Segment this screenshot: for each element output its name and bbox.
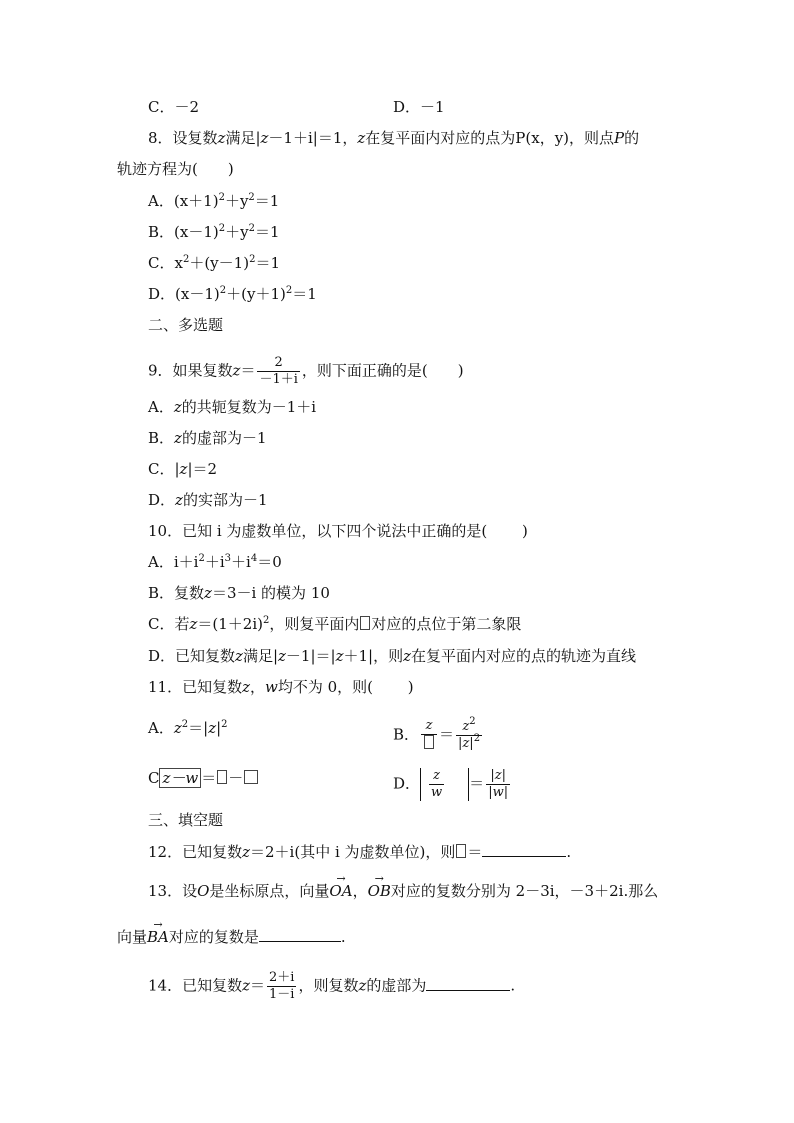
q8-option-d: D．$(x-1)^2+(y+1)^2=1$ (148, 285, 317, 303)
q10-option-b: B．复数z＝3－i 的模为 10 (148, 584, 330, 602)
missing-glyph-box (217, 770, 227, 784)
missing-glyph-box (244, 770, 258, 784)
q8-stem: 8．设复数z满足|z－1＋i|＝1，z在复平面内对应的点为P(x，y)，则点P的 (148, 129, 640, 147)
option-c-prev: C．－2 (148, 98, 200, 116)
vector-ob: → OB (368, 881, 391, 901)
q9-option-b: B．z的虚部为－1 (148, 429, 267, 447)
q9-option-d: D．z的实部为－1 (148, 491, 268, 509)
vector-oa: → OA (329, 881, 352, 901)
q10-option-a: A．$i+i^2+i^3+i^4=0$ (148, 553, 282, 571)
q9-fraction: $\frac{2}{-1+i}$ (259, 355, 298, 387)
q11-b-right-fraction: $\frac{z^2}{|z|^2}$ (458, 716, 481, 751)
answer-blank[interactable] (482, 842, 566, 857)
q14-stem: 14．已知复数z＝ $\frac{2+i}{1-i}$ ，则复数z的虚部为 . (148, 970, 516, 1002)
section-fill-in: 三、填空题 (148, 811, 224, 829)
q8-option-a: A．$(x+1)^2+y^2=1$ (148, 192, 280, 210)
q8-option-b: B．$(x-1)^2+y^2=1$ (148, 223, 280, 241)
q11-d-right-fraction: $\frac{|z|}{|w|}$ (488, 768, 509, 800)
q10-option-d: D．已知复数z满足|z－1|＝|z＋1|，则z在复平面内对应的点的轨迹为直线 (148, 647, 636, 665)
q13-stem-line2: 向量→ BA对应的复数是 . (117, 927, 346, 947)
q11-option-d: D． $\frac{z}{w}$ ＝ $\frac{|z|}{|w|}$ (393, 768, 509, 800)
answer-blank[interactable] (259, 927, 341, 942)
q8-stem-line2: 轨迹方程为( ) (117, 160, 234, 178)
q11-option-c: C z－w ＝ － (148, 768, 259, 788)
vector-ba: → BA (147, 927, 169, 947)
q11-option-b: B． z ＝ $\frac{z^2}{|z|^2}$ (393, 716, 481, 751)
q11-stem: 11．已知复数z，w均不为 0，则( ) (148, 678, 414, 696)
q9-stem: 9．如果复数z＝ $\frac{2}{-1+i}$ ，则下面正确的是( ) (148, 355, 464, 387)
q12-stem: 12．已知复数z＝2＋i(其中 i 为虚数单位)，则 ＝ . (148, 843, 572, 861)
missing-glyph-box (456, 844, 466, 858)
q13-stem: 13．设O是坐标原点，向量→ OA，→ OB对应的复数分别为 2－3i，－3＋2i.那么 (148, 881, 658, 901)
missing-glyph-box (360, 616, 370, 630)
answer-blank[interactable] (426, 976, 510, 991)
q14-fraction: $\frac{2+i}{1-i}$ (269, 970, 295, 1002)
q8-option-c: C．$x^2+(y-1)^2=1$ (148, 254, 280, 272)
option-d-prev: D．－1 (393, 98, 445, 116)
q11-option-a: A．$z^2=|z|^2$ (148, 719, 228, 737)
q10-stem: 10．已知 i 为虚数单位，以下四个说法中正确的是( ) (148, 522, 528, 540)
abs-bars: $\frac{z}{w}$ (420, 768, 469, 801)
boxed-expression: z－w (159, 768, 201, 788)
q10-option-c: C．若$z=(1+2i)^2$，则复平面内 对应的点位于第二象限 (148, 615, 522, 633)
q9-option-c: C．|z|＝2 (148, 460, 218, 478)
missing-glyph-box (424, 735, 434, 749)
section-multiple-choice: 二、多选题 (148, 316, 224, 334)
q9-option-a: A．z的共轭复数为－1＋i (148, 398, 317, 416)
q11-b-left-fraction: z (421, 718, 437, 753)
